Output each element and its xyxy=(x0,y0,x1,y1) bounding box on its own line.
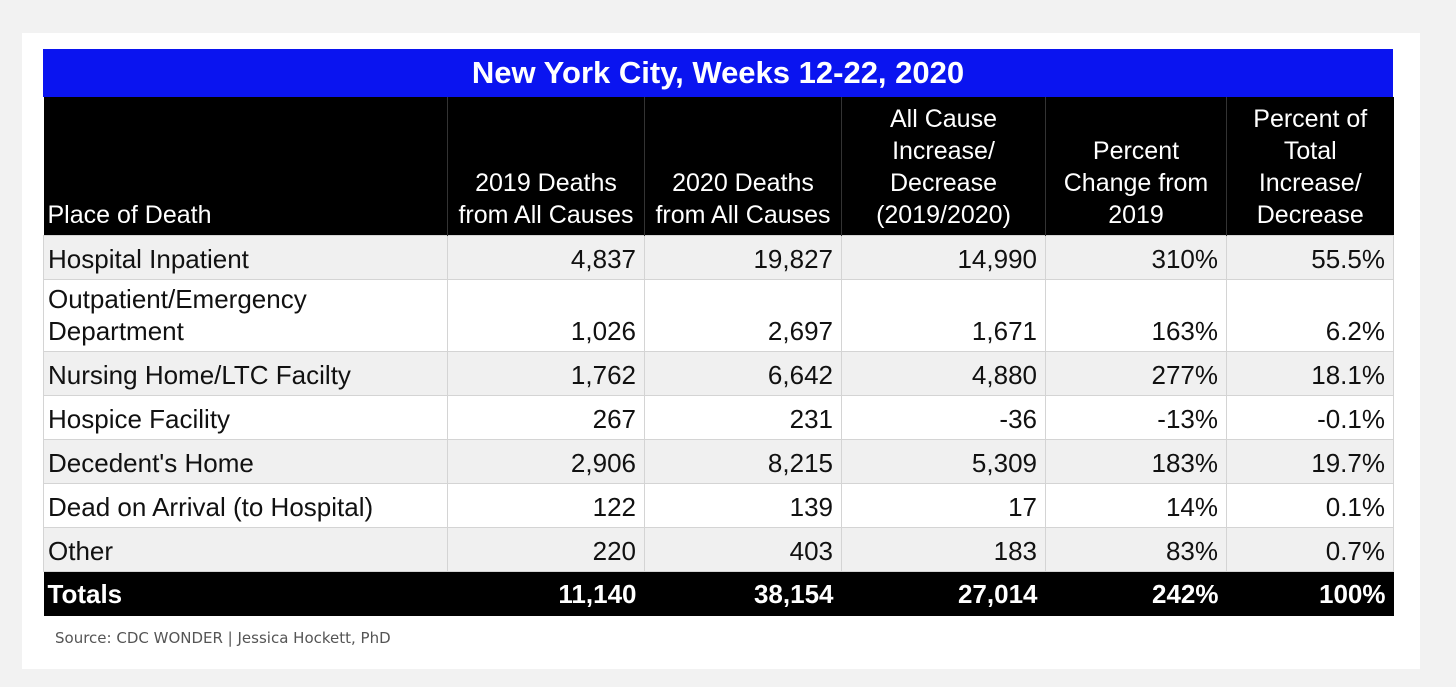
value-cell: 267 xyxy=(448,396,645,440)
column-header-percent-of-total: Percent of Total Increase/ Decrease xyxy=(1227,97,1394,236)
value-cell: 2,697 xyxy=(645,280,842,352)
value-cell: 6.2% xyxy=(1227,280,1394,352)
deaths-table xyxy=(43,97,1394,616)
value-cell: 5,309 xyxy=(842,440,1046,484)
value-cell: 183 xyxy=(842,528,1046,572)
value-cell: 220 xyxy=(448,528,645,572)
value-cell: -13% xyxy=(1046,396,1227,440)
totals-row xyxy=(44,572,1394,617)
totals-label: Totals xyxy=(44,572,448,617)
total-cell: 100% xyxy=(1227,572,1394,617)
table-row xyxy=(44,396,1394,440)
table-row xyxy=(44,280,1394,352)
total-cell: 11,140 xyxy=(448,572,645,617)
place-cell: Hospice Facility xyxy=(44,396,448,440)
column-header-2019-deaths: 2019 Deaths from All Causes xyxy=(448,97,645,236)
value-cell: 8,215 xyxy=(645,440,842,484)
value-cell: 14,990 xyxy=(842,236,1046,280)
table-title: New York City, Weeks 12-22, 2020 xyxy=(43,49,1393,97)
table-row xyxy=(44,236,1394,280)
value-cell: 0.7% xyxy=(1227,528,1394,572)
table-row xyxy=(44,484,1394,528)
value-cell: 1,026 xyxy=(448,280,645,352)
value-cell: 277% xyxy=(1046,352,1227,396)
table-row xyxy=(44,528,1394,572)
value-cell: 19.7% xyxy=(1227,440,1394,484)
value-cell: 14% xyxy=(1046,484,1227,528)
column-header-place: Place of Death xyxy=(44,97,448,236)
value-cell: 403 xyxy=(645,528,842,572)
value-cell: 4,837 xyxy=(448,236,645,280)
value-cell: 55.5% xyxy=(1227,236,1394,280)
value-cell: 2,906 xyxy=(448,440,645,484)
value-cell: 163% xyxy=(1046,280,1227,352)
place-cell: Hospital Inpatient xyxy=(44,236,448,280)
value-cell: 231 xyxy=(645,396,842,440)
column-header-increase: All Cause Increase/ Decrease (2019/2020) xyxy=(842,97,1046,236)
value-cell: -36 xyxy=(842,396,1046,440)
value-cell: 1,671 xyxy=(842,280,1046,352)
value-cell: 6,642 xyxy=(645,352,842,396)
column-header-2020-deaths: 2020 Deaths from All Causes xyxy=(645,97,842,236)
value-cell: 4,880 xyxy=(842,352,1046,396)
value-cell: 17 xyxy=(842,484,1046,528)
value-cell: 1,762 xyxy=(448,352,645,396)
total-cell: 27,014 xyxy=(842,572,1046,617)
table-row xyxy=(44,352,1394,396)
value-cell: 0.1% xyxy=(1227,484,1394,528)
place-cell: Nursing Home/LTC Facilty xyxy=(44,352,448,396)
place-cell: Decedent's Home xyxy=(44,440,448,484)
value-cell: 310% xyxy=(1046,236,1227,280)
value-cell: 18.1% xyxy=(1227,352,1394,396)
data-table-container xyxy=(43,49,1393,616)
total-cell: 38,154 xyxy=(645,572,842,617)
value-cell: 139 xyxy=(645,484,842,528)
place-cell: Dead on Arrival (to Hospital) xyxy=(44,484,448,528)
value-cell: -0.1% xyxy=(1227,396,1394,440)
table-row xyxy=(44,440,1394,484)
total-cell: 242% xyxy=(1046,572,1227,617)
column-header-percent-change: Percent Change from 2019 xyxy=(1046,97,1227,236)
value-cell: 19,827 xyxy=(645,236,842,280)
value-cell: 122 xyxy=(448,484,645,528)
source-caption: Source: CDC WONDER | Jessica Hockett, PhD xyxy=(55,629,391,647)
value-cell: 83% xyxy=(1046,528,1227,572)
header-row xyxy=(44,97,1394,236)
place-cell: Outpatient/Emergency Department xyxy=(44,280,448,352)
place-cell: Other xyxy=(44,528,448,572)
value-cell: 183% xyxy=(1046,440,1227,484)
